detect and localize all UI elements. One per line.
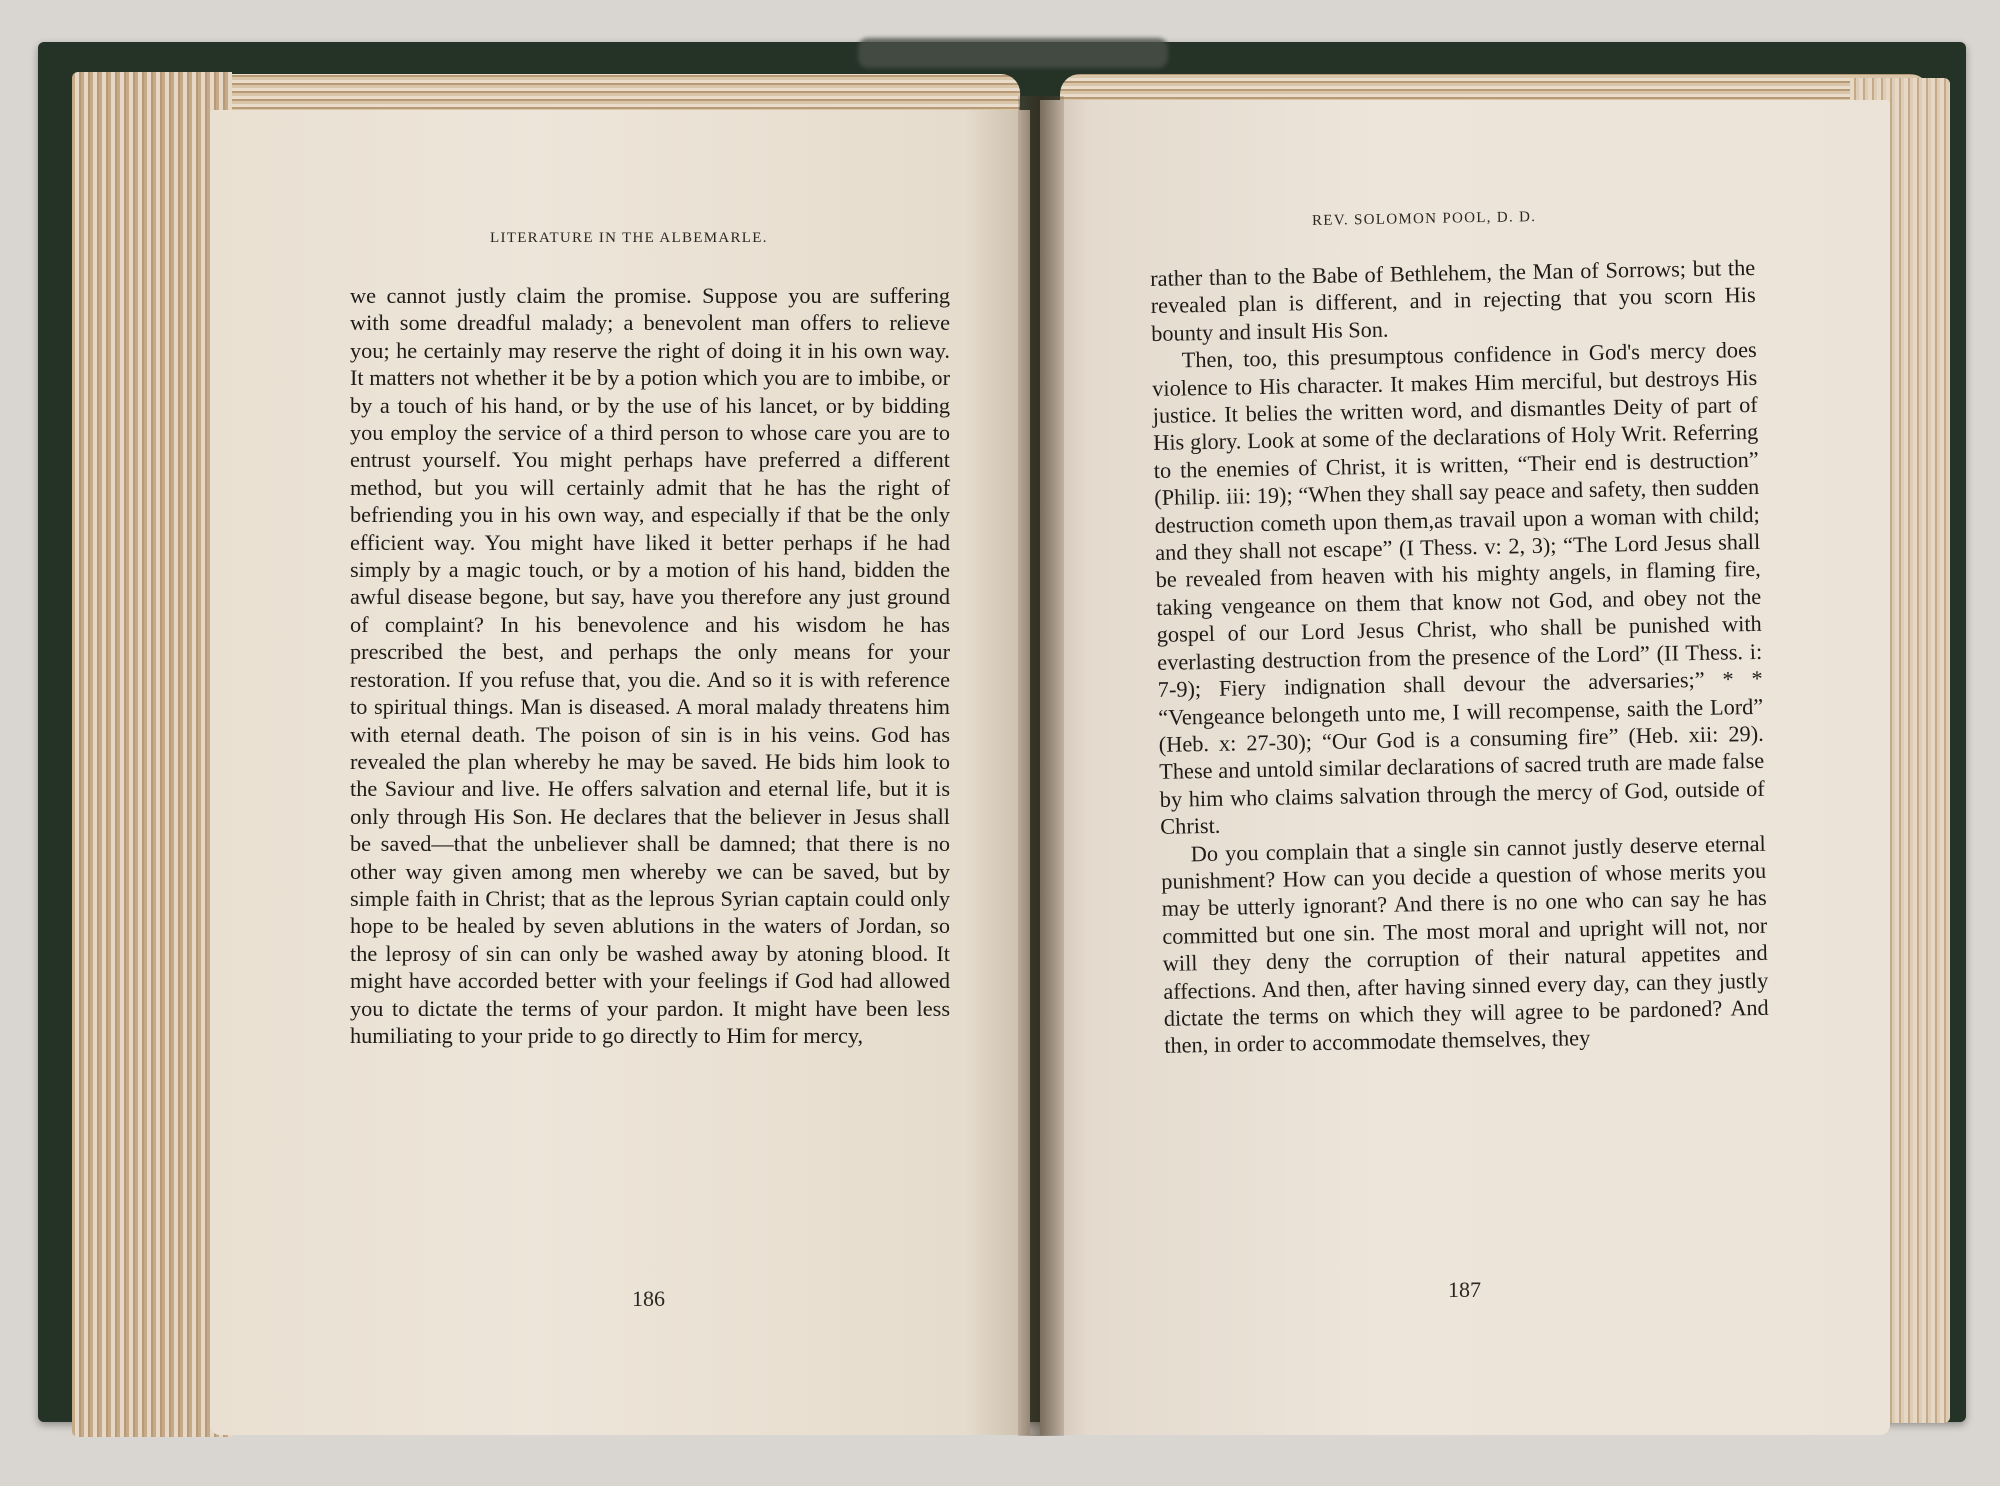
right-paragraph-1: rather than to the Babe of Bethlehem, the Man of Sorrows; but the revealed plan is different, and in rejecting that you scorn His bounty and insult His Son. [1150,254,1756,346]
left-paragraph-1: we cannot justly claim the promise. Suppose you are suffering with some dreadful malady; a benevolent man offers to relieve you; he certainly may reserve the right of doing it in his own way. It matters not whether it be by a potion which you are to imbibe, or by a touch of his hand, or by the use of his lancet, or by bidding you employ the service of a third person to whose care you are to entrust yourself. You might perhaps have preferred a different method, but you will certainly admit that he has the right of befriending you in his own way, and especially if that be the only efficient way. You might have liked it better perhaps if he had simply by a magic touch, or by a motion of his hand, bidden the awful disease begone, but say, have you therefore any just ground of complaint? In his benevolence and his wisdom he has prescribed the best, and perhaps the only means for your restoration. If you refuse that, you die. And so it is with reference to spiritual things. Man is diseased. A moral malady threatens him with eternal death. The poison of sin is in his veins. God has revealed the plan whereby he may be saved. He bids him look to the Saviour and live. He offers salvation and eternal life, but it is only through His Son. He declares that the believer in Jesus shall be saved—that the unbeliever shall be damned; that there is no other way given among men whereby we can be saved, but by simple faith in Christ; that as the leprous Syrian captain could only hope to be healed by seven ablutions in the waters of Jordan, so the leprosy of sin can only be washed away by atoning blood. It might have accorded better with your feelings if God had allowed you to dictate the terms of your pardon. It might have been less humiliating to your pride to go directly to Him for mercy, [350,283,950,1048]
book-gutter [1018,96,1064,1436]
left-page-number: 186 [632,1286,665,1311]
page-edges-left [72,72,232,1437]
left-running-head: LITERATURE IN THE ALBEMARLE. [490,230,768,246]
right-paragraph-2: Then, too, this presumptous confidence in God's mercy does violence to His character. It makes Him merciful, but destroys His justice. It belies the written word, and dismantles Deity of part of His glory. Look at some of the declarations of Holy Writ. Referring to the enemies of Christ, it is written, “Their end is destruction” (Philip. iii: 19); “When they shall say peace and safety, then sudden destruction cometh upon them,as travail upon a woman with child; and they shall not escape” (I Thess. v: 2, 3); “The Lord Jesus shall be revealed from heaven with his mighty angels, in flaming fire, taking vengeance on them that know not God, and obey not the gospel of our Lord Jesus Christ, who shall be punished with everlasting destruction from the presence of the Lord” (II Thess. i: 7-9); Fiery indignation shall devour the adversaries;” * * “Vengeance belongeth unto me, I will recompense, saith the Lord” (Heb. x: 27-30); “Our God is a consuming fire” (Heb. xii: 29). These and untold similar declarations of sacred truth are made false by him who claims salvation through the mercy of God, outside of Christ. [1152,337,1765,840]
spine-wear [858,38,1168,68]
right-paragraph-3: Do you complain that a single sin cannot justly deserve eternal punishment? How can you decide a question of whose merits you may be utterly ignorant? And there is no one who can say he has committed but one sin. The most moral and upright will not, nor will they deny the corruption of their natural appetites and affections. And then, after having sinned every day, can they justly dictate the terms on which they will agree to be pardoned? And then, in order to accommodate themselves, they [1161,830,1769,1059]
right-page-number: 187 [1448,1277,1481,1302]
right-running-head: REV. SOLOMON POOL, D. D. [1311,209,1537,229]
right-page-text [1150,254,1769,1060]
left-page-text [350,282,950,1049]
